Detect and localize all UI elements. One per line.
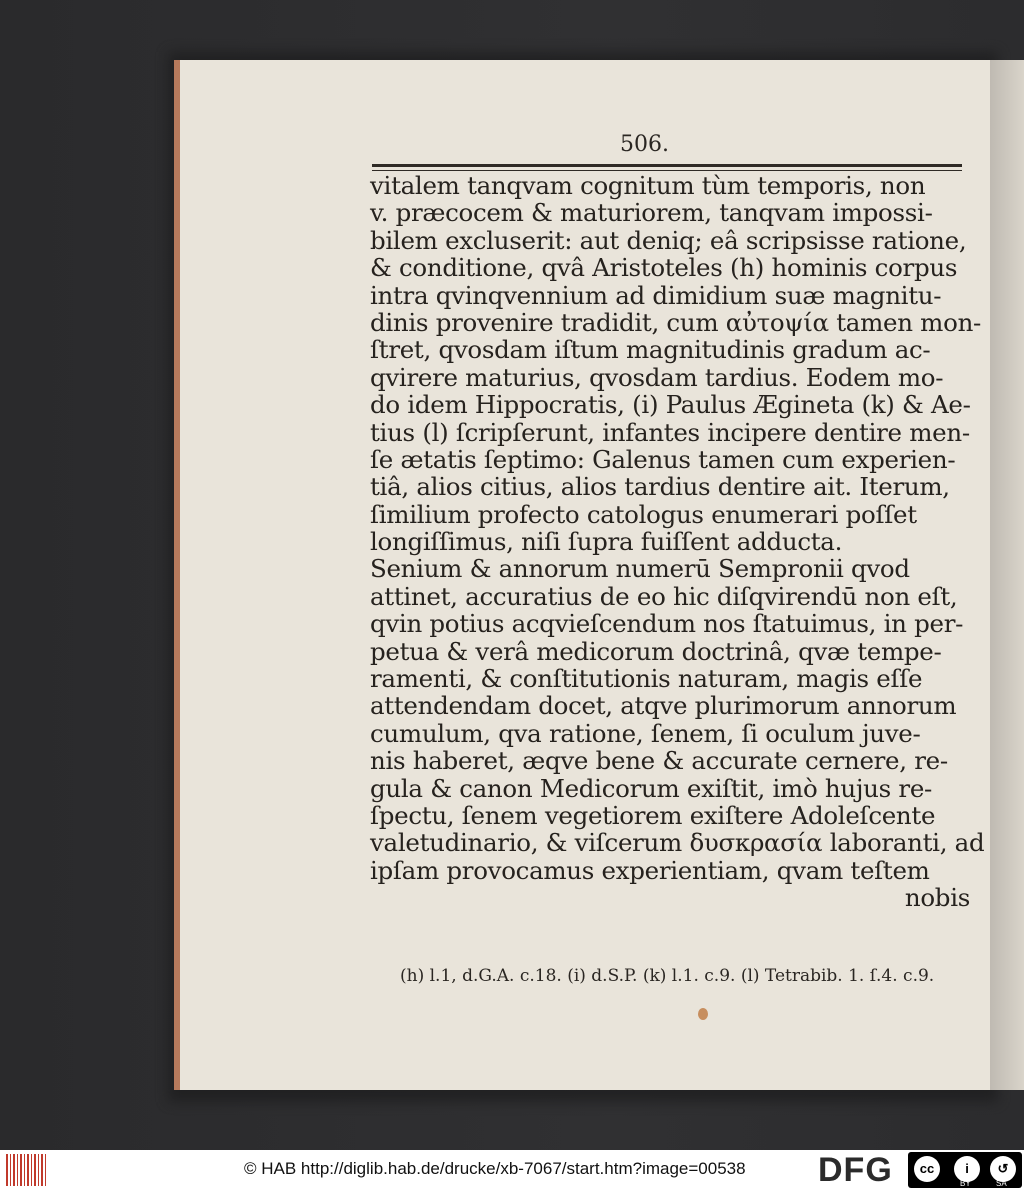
text-line: cumulum, qva ratione, ſenem, ſi oculum juve- [370, 718, 921, 748]
text-line: ſtret, qvosdam iſtum magnitudinis gradum ac- [370, 335, 931, 365]
cc-icon: cc [914, 1156, 940, 1182]
text-line: nis haberet, æqve bene & accurate cernere, re- [370, 746, 948, 776]
text-line: ſimilium profecto catologus enumerari poſſet [370, 499, 917, 529]
barcode-icon [6, 1154, 46, 1186]
cc-license-badge[interactable] [908, 1152, 1022, 1188]
ink-spot [698, 1008, 708, 1020]
page-number: 506. [620, 132, 669, 157]
text-line: bilem excluserit: aut deniq; eâ scripsisse ratione, [370, 225, 967, 255]
text-line: tius (l) ſcripſerunt, infantes incipere dentire men- [370, 417, 970, 447]
sa-icon: ↺ [990, 1156, 1016, 1182]
text-line: Senium & annorum numerū Sempronii qvod [370, 554, 910, 584]
text-line: do idem Hippocratis, (i) Paulus Ægineta (k) & Ae- [370, 390, 971, 420]
catchword: nobis [904, 883, 970, 913]
text-line: ſe ætatis ſeptimo: Galenus tamen cum experien- [370, 444, 956, 474]
text-line: dinis provenire tradidit, cum αὐτοψία tamen mon- [370, 307, 982, 337]
text-line: & conditione, qvâ Aristoteles (h) hominis corpus [370, 253, 958, 283]
text-line: ſpectu, ſenem vegetiorem exiſtere Adoleſcente [370, 800, 936, 830]
text-line: ramenti, & conſtitutionis naturam, magis eſſe [370, 664, 923, 694]
text-line: tiâ, alios citius, alios tardius dentire ait. Iterum, [370, 472, 950, 502]
text-line: attendendam docet, atqve plurimorum annorum [370, 691, 957, 721]
source-citation[interactable]: © HAB http://diglib.hab.de/drucke/xb-7067/start.htm?image=00538 [244, 1159, 746, 1178]
next-page-edge [990, 60, 1024, 1090]
text-line: valetudinario, & viſcerum δυσκρασία laboranti, ad [370, 828, 985, 858]
text-line: ipſam provocamus experientiam, qvam teſtem [370, 855, 930, 885]
text-line: v. præcocem & maturiorem, tanqvam impossi- [370, 198, 933, 228]
text-line: qvin potius acqvieſcendum nos ſtatuimus, in per- [370, 609, 964, 639]
text-line: intra qvinqvennium ad dimidium suæ magnitu- [370, 280, 942, 310]
text-line: longiſſimus, niſi ſupra fuiſſent adducta. [370, 527, 843, 557]
text-line: attinet, accuratius de eo hic diſqvirendū non eſt, [370, 581, 958, 611]
by-label: BY [960, 1179, 971, 1188]
dfg-logo: DFG [818, 1151, 893, 1189]
text-line: gula & canon Medicorum exiſtit, imò hujus re- [370, 773, 933, 803]
by-icon: i [954, 1156, 980, 1182]
body-text [370, 171, 985, 913]
text-line: qvirere maturius, qvosdam tardius. Eodem mo- [370, 362, 944, 392]
text-line: petua & verâ medicorum doctrinâ, qvæ tempe- [370, 636, 942, 666]
sa-label: SA [996, 1179, 1007, 1188]
footnote: (h) l.1, d.G.A. c.18. (i) d.S.P. (k) l.1. c.9. (l) Tetrabib. 1. ſ.4. c.9. [400, 966, 935, 986]
header-rule [372, 164, 962, 167]
book-page [174, 60, 990, 1090]
text-line: vitalem tanqvam cognitum tùm temporis, non [370, 171, 926, 200]
